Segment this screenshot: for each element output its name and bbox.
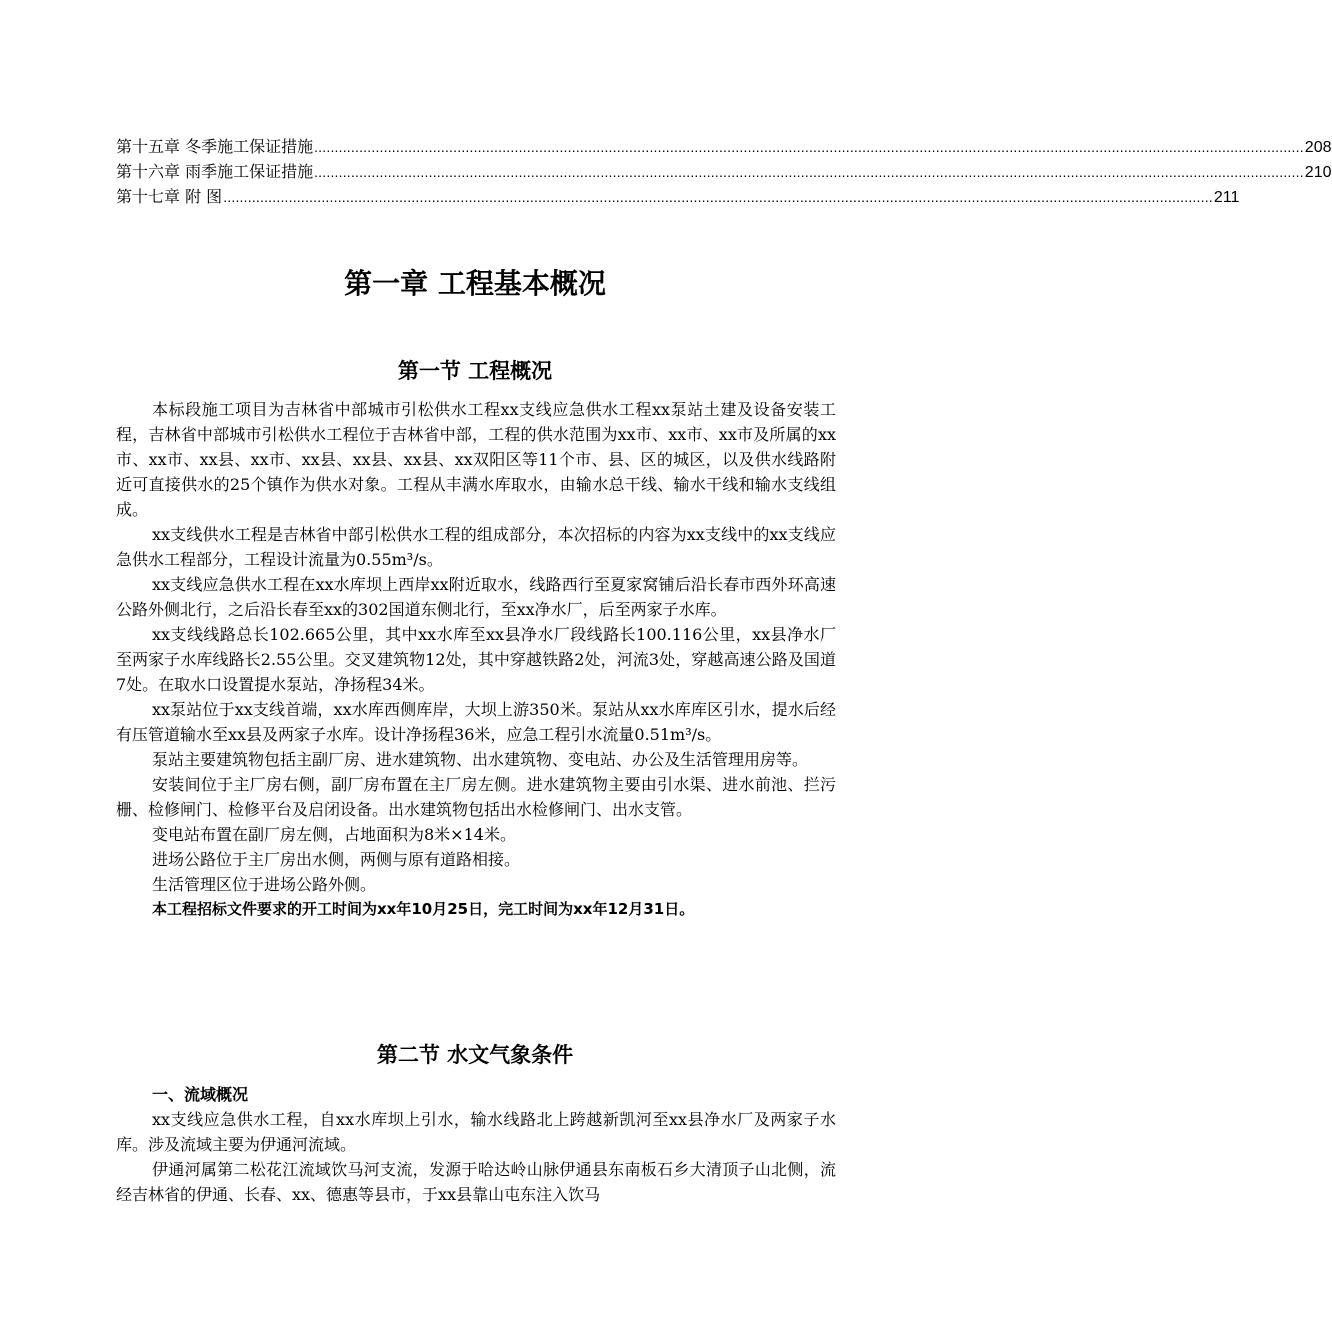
paragraph: 生活管理区位于进场公路外侧。 bbox=[152, 875, 377, 894]
paragraph: 安装间位于主厂房右侧，副厂房布置在主厂房左侧。进水建筑物主要由引水渠、进水前池、拦污栅、检修闸门、检修平台及启闭设备。出水建筑物包括出水检修闸门、出水支管。 bbox=[116, 775, 836, 819]
chapter-title: 第一章 工程基本概况 bbox=[344, 267, 606, 300]
paragraph: 伊通河属第二松花江流域饮马河支流，发源于哈达岭山脉伊通县东南板石乡大清顶子山北侧，流经吉林省的伊通、长春、xx、德惠等县市，于xx县靠山屯东注入饮马 bbox=[116, 1160, 836, 1204]
toc-leader-dots: .................................................................................................................................................................................................................................................. bbox=[314, 139, 1304, 155]
schedule-paragraph: 本工程招标文件要求的开工时间为xx年10月25日，完工时间为xx年12月31日。 bbox=[152, 900, 695, 918]
toc-entry-page: 208 bbox=[1304, 139, 1332, 156]
toc-entry-page: 210 bbox=[1304, 164, 1332, 181]
paragraph: 泵站主要建筑物包括主副厂房、进水建筑物、出水建筑物、变电站、办公及生活管理用房等。 bbox=[152, 750, 809, 769]
section-title-hydrology: 第二节 水文气象条件 bbox=[376, 1043, 574, 1067]
toc-entry-title: 第十五章 冬季施工保证措施 bbox=[116, 137, 314, 156]
table-of-contents bbox=[116, 134, 1332, 209]
paragraph: xx支线供水工程是吉林省中部引松供水工程的组成部分，本次招标的内容为xx支线中的xx支线应急供水工程部分，工程设计流量为0.55m³/s。 bbox=[116, 525, 836, 569]
paragraph: xx支线应急供水工程，自xx水库坝上引水，输水线路北上跨越新凯河至xx县净水厂及两家子水库。涉及流域主要为伊通河流域。 bbox=[116, 1110, 836, 1154]
toc-entry[interactable] bbox=[116, 184, 1240, 209]
toc-leader-dots: .................................................................................................................................................................................................................................................. bbox=[223, 189, 1213, 205]
toc-entry-title: 第十六章 雨季施工保证措施 bbox=[116, 162, 314, 181]
paragraph: xx泵站位于xx支线首端，xx水库西侧库岸，大坝上游350米。泵站从xx水库库区引水，提水后经有压管道输水至xx县及两家子水库。设计净扬程36米，应急工程引水流量0.51m³/s。 bbox=[116, 700, 836, 744]
paragraph: 本标段施工项目为吉林省中部城市引松供水工程xx支线应急供水工程xx泵站土建及设备安装工程，吉林省中部城市引松供水工程位于吉林省中部，工程的供水范围为xx市、xx市、xx市及所属的xx市、xx市、xx县、xx市、xx县、xx县、xx县、xx双阳区等11个市、县、区的城区，以及供水线路附近可直接供水的25个镇作为供水对象。工程从丰满水库取水，由输水总干线、输水干线和输水支线组成。 bbox=[116, 400, 836, 519]
section-overview-body bbox=[116, 397, 836, 922]
paragraph: 进场公路位于主厂房出水侧，两侧与原有道路相接。 bbox=[152, 850, 521, 869]
toc-entry[interactable] bbox=[116, 134, 1332, 159]
paragraph: 变电站布置在副厂房左侧，占地面积为8米×14米。 bbox=[152, 825, 516, 844]
toc-leader-dots: .................................................................................................................................................................................................................................................. bbox=[314, 164, 1304, 180]
subheading: 一、流域概况 bbox=[152, 1085, 249, 1104]
toc-entry-title: 第十七章 附 图 bbox=[116, 187, 223, 206]
toc-entry-page: 211 bbox=[1213, 189, 1240, 206]
section-title-overview: 第一节 工程概况 bbox=[397, 359, 553, 383]
paragraph: xx支线线路总长102.665公里，其中xx水库至xx县净水厂段线路长100.116公里，xx县净水厂至两家子水库线路长2.55公里。交叉建筑物12处，其中穿越铁路2处，河流3处，穿越高速公路及国道7处。在取水口设置提水泵站，净扬程34米。 bbox=[116, 625, 836, 694]
toc-entry[interactable] bbox=[116, 159, 1332, 184]
paragraph: xx支线应急供水工程在xx水库坝上西岸xx附近取水，线路西行至夏家窝铺后沿长春市西外环高速公路外侧北行，之后沿长春至xx的302国道东侧北行，至xx净水厂，后至两家子水库。 bbox=[116, 575, 836, 619]
section-hydrology-body bbox=[116, 1082, 836, 1207]
